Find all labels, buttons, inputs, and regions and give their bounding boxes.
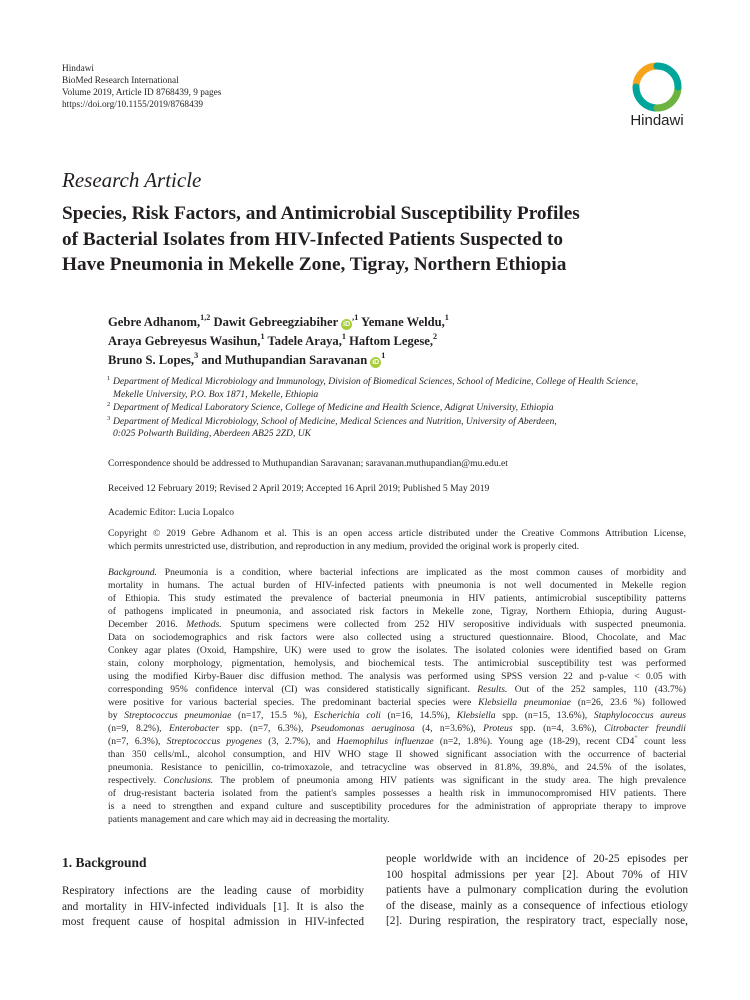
abstract-text: of Ethiopia. This study estimated the prevalence of bacterial pneumonia in HIV patients, antimicrobial susceptibility patterns — [108, 593, 686, 604]
abstract-text: respectively. — [108, 775, 157, 786]
body-text-line: patients have a pulmonary complication during the evolution — [386, 884, 688, 896]
author-affil-sup: 3 — [194, 350, 199, 360]
abstract-text: patients management and care which may aid in decreasing the mortality. — [108, 814, 390, 825]
author-name[interactable]: Dawit Gebreegziabiher — [213, 315, 339, 329]
author-name[interactable]: Bruno S. Lopes, — [108, 353, 195, 367]
abstract-text: The problem of pneumonia among HIV patients was significant in the study area. The high prevalence — [220, 775, 686, 786]
body-text-line: 100 hospital admissions per year [2]. About 70% of HIV — [386, 868, 688, 881]
abstract — [108, 566, 686, 826]
affiliation-number: 3 — [107, 414, 111, 422]
abstract-text: were positive for various bacterial species. The predominant bacterial species were — [108, 697, 472, 708]
abstract-text: Out of the 252 samples, 110 (43.7%) — [514, 684, 686, 695]
author-name[interactable]: and Muthupandian Saravanan — [201, 353, 368, 367]
copyright-notice — [108, 527, 686, 553]
species-name: Streptococcus pyogenes — [166, 736, 263, 747]
affiliation-line: Department of Medical Microbiology, School of Medicine, Medical Sciences and Nutrition, University of Aberdeen, — [113, 415, 557, 427]
abstract-text: spp. (n=7, 6.3%), — [226, 723, 304, 734]
affiliation — [108, 376, 708, 401]
author-name[interactable]: Araya Gebreyesus Wasihun, — [108, 334, 261, 348]
author-affil-sup: 1 — [381, 350, 386, 360]
species-name: Citrobacter freundii — [604, 723, 686, 734]
abstract-text: stain, colony morphology, pigmentation, hemolysis, and biochemical tests. The antimicrobial susceptibility test was performed — [108, 658, 686, 669]
species-name: Streptococcus pneumoniae — [124, 710, 232, 721]
abstract-text: pneumonia. Resistance to penicillin, co-trimoxazole, and tetracycline was observed in 81.8%, 39.8%, and 24.5% of the isolates, — [108, 762, 686, 773]
abstract-text: corresponding 95% confidence interval (CI) was considered statistically significant. — [108, 684, 470, 695]
journal-info — [62, 63, 221, 111]
copyright-line: which permits unrestricted use, distribution, and reproduction in any medium, provided the original work is properly cited. — [108, 541, 580, 552]
superscript: + — [634, 733, 638, 741]
article-type: Research Article — [62, 168, 202, 192]
copyright-line: Copyright © 2019 Gebre Adhanom et al. This is an open access article distributed under the Creative Commons Attribution License, — [108, 528, 686, 539]
abstract-text: of pathogens implicated in pneumonia, and associated risk factors in Mekelle zone, Tigray, Northern Ethiopia, during August- — [108, 606, 686, 617]
species-name: Staphylococcus aureus — [593, 710, 687, 721]
abstract-text: is a need to strengthen and expand culture and susceptibility procedures for the administration of appropriate therapy to improve — [108, 801, 686, 812]
body-column-left — [62, 884, 364, 931]
abstract-text: Data on sociodemographics and risk factors were also collected using a structured questionnaire. Blood, Chocolate, and Mac — [108, 632, 686, 643]
affiliation-line: Mekelle University, P.O. Box 1871, Mekelle, Ethiopia — [113, 388, 319, 400]
author-affil-sup: ,1 — [352, 312, 359, 322]
abstract-text: (3, 2.7%), and — [268, 736, 331, 747]
author-affil-sup: 1 — [444, 312, 449, 322]
abstract-text: Pneumonia is a condition, where bacterial infections are implicated as the most common causes of morbidity and — [164, 567, 686, 578]
title-line: Have Pneumonia in Mekelle Zone, Tigray, Northern Ethiopia — [62, 254, 567, 275]
abstract-text: (n=2, 1.8%). Young age (18-29), recent CD4 — [439, 736, 635, 747]
body-text-line: most frequent cause of hospital admission in HIV-infected — [62, 916, 364, 928]
abstract-text: (n=9, 8.2%), — [108, 723, 162, 734]
abstract-text: December 2016. — [108, 619, 178, 630]
species-name: Haemophilus influenzae — [336, 736, 434, 747]
author-affil-sup: 1 — [341, 331, 346, 341]
abstract-text: mortality in humans. The actual burden of HIV-infected patients with pneumonia is not well documented in Mekelle region — [108, 580, 686, 591]
species-name: Escherichia coli — [313, 710, 381, 721]
body-text-line: [2]. During respiration, the respiratory tract, especially nose, — [386, 915, 688, 927]
body-text-line: and mortality in HIV-infected individuals [1]. It is also the — [62, 900, 364, 913]
abstract-text: of drug-resistant bacteria isolated from the patient's samples possesses a health risk in immunocompromised HIV patients. There — [108, 788, 686, 799]
author-affil-sup: 2 — [433, 331, 438, 341]
article-title — [62, 201, 702, 278]
body-text-line: of the disease, mainly as a consequence of infectious etiology — [386, 899, 688, 912]
abstract-text: using the modified Kirby-Bauer disc diffusion method. The analysis was performed using SPSS version 22 and p-value < 0.05 with — [108, 671, 686, 682]
title-line: Species, Risk Factors, and Antimicrobial Susceptibility Profiles — [62, 203, 580, 224]
title-line: of Bacterial Isolates from HIV-Infected Patients Suspected to — [62, 228, 564, 250]
species-name: Klebsiella pneumoniae — [478, 697, 571, 708]
author-name[interactable]: Gebre Adhanom, — [108, 315, 201, 329]
body-text-line: people worldwide with an incidence of 20-25 episodes per — [386, 853, 688, 865]
affiliation-line: 0:025 Polwarth Building, Aberdeen AB25 2ZD, UK — [113, 428, 312, 439]
affiliation-line: Department of Medical Laboratory Science, College of Medicine and Health Science, Adigrat University, Ethiopia — [113, 402, 554, 413]
species-name: Klebsiella — [456, 710, 496, 721]
correspondence: Correspondence should be addressed to Muthupandian Saravanan; saravanan.muthupandian@mu.edu.et — [108, 458, 508, 469]
abstract-text: count less — [644, 736, 686, 747]
abstract-text: Sputum specimens were collected from 252 HIV seropositive individuals with suspected pneumonia. — [230, 619, 687, 630]
species-name: Pseudomonas aeruginosa — [310, 723, 415, 734]
abstract-text: by — [108, 710, 118, 721]
abstract-section-label: Background. — [108, 567, 157, 578]
abstract-text: (n=16, 14.5%), — [387, 710, 450, 721]
affiliations — [108, 376, 708, 442]
author-name[interactable]: Tadele Araya, — [267, 334, 342, 348]
volume-line: Volume 2019, Article ID 8768439, 9 pages — [62, 88, 222, 98]
affiliation-number: 2 — [107, 401, 111, 408]
body-text-line: Respiratory infections are the leading cause of morbidity — [62, 885, 364, 897]
logo-wordmark: Hindawi — [630, 112, 684, 129]
orcid-icon[interactable]: iD — [372, 359, 380, 366]
author-affil-sup: 1 — [260, 331, 265, 341]
abstract-section-label: Methods. — [186, 619, 222, 630]
abstract-text: Conkey agar plates (Oxoid, Hampshire, UK) were used to grow the isolates. The isolated colonies were identified based on Gram — [108, 645, 686, 656]
affiliation — [108, 402, 708, 415]
abstract-text: (4, n=3.6%), — [422, 723, 476, 734]
species-name: Enterobacter — [169, 723, 220, 734]
abstract-text: than 350 cells/mL, alcohol consumption, and HIV WHO stage II showed significant association with the occurrence of bacterial — [108, 749, 686, 760]
abstract-text: spp. (n=4, 3.6%), — [519, 723, 597, 734]
article-dates: Received 12 February 2019; Revised 2 April 2019; Accepted 16 April 2019; Published 5 May 2019 — [108, 483, 490, 494]
abstract-text: (n=17, 15.5 %), — [238, 710, 308, 721]
journal-name: BioMed Research International — [62, 76, 179, 86]
affiliation — [108, 416, 708, 441]
abstract-text: (n=26, 23.6 %) followed — [577, 697, 687, 708]
orcid-icon[interactable]: iD — [343, 321, 351, 328]
publisher-name: Hindawi — [62, 64, 95, 74]
author-name[interactable]: Yemane Weldu, — [361, 315, 445, 329]
section-heading: 1. Background — [62, 855, 147, 870]
abstract-text: (n=7, 6.3%), — [108, 736, 161, 747]
abstract-text: spp. (n=15, 13.6%), — [502, 710, 588, 721]
academic-editor: Academic Editor: Lucia Lopalco — [108, 507, 234, 518]
abstract-section-label: Conclusions. — [163, 775, 214, 786]
doi-link[interactable]: https://doi.org/10.1155/2019/8768439 — [62, 100, 204, 110]
species-name: Proteus — [483, 723, 513, 734]
abstract-section-label: Results. — [477, 684, 508, 695]
affiliation-number: 1 — [107, 375, 111, 382]
body-column-right — [386, 852, 688, 930]
author-list — [108, 313, 449, 370]
author-name[interactable]: Haftom Legese, — [349, 334, 434, 348]
author-affil-sup: 1,2 — [200, 312, 211, 322]
affiliation-line: Department of Medical Microbiology and Immunology, Division of Biomedical Sciences, School of Medicine, College of Health Science, — [113, 376, 639, 387]
